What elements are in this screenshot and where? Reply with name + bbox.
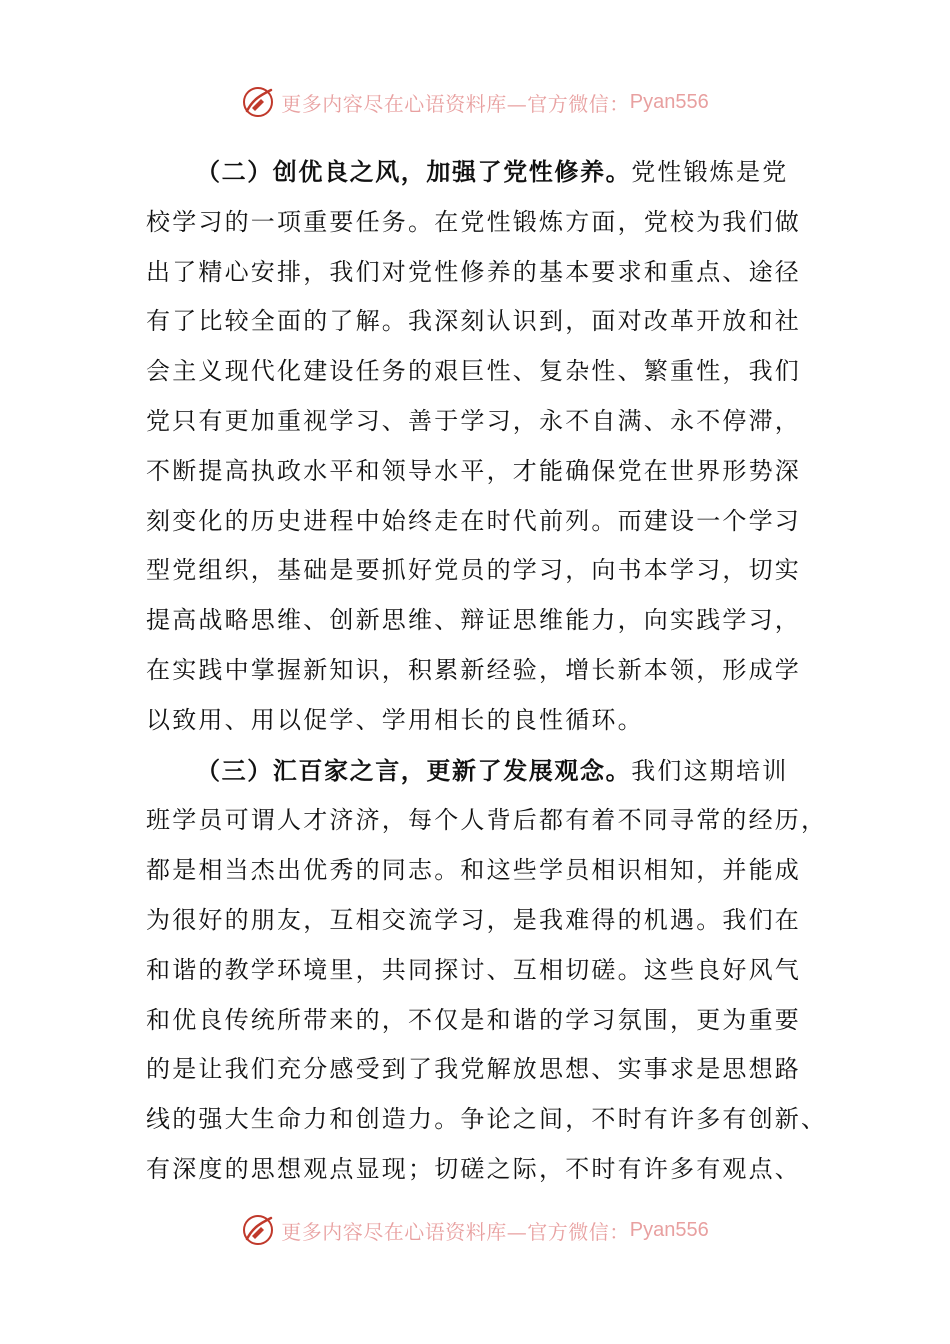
pen-swoosh-logo-icon bbox=[241, 1213, 275, 1247]
section-heading: （三）汇百家之言，更新了发展观念。 bbox=[196, 755, 632, 785]
text-line: 为很好的朋友，互相交流学习，是我难得的机遇。我们在 bbox=[146, 905, 801, 934]
text-line: 会主义现代化建设任务的艰巨性、复杂性、繁重性，我们 bbox=[146, 357, 801, 386]
text-line: 型党组织，基础是要抓好党员的学习，向书本学习，切实 bbox=[146, 556, 801, 585]
text-line: 和谐的教学环境里，共同探讨、互相切磋。这些良好风气 bbox=[146, 955, 801, 984]
watermark-handle: Pyan556 bbox=[629, 90, 709, 113]
footer-watermark-banner bbox=[0, 1210, 950, 1250]
text-line: 提高战略思维、创新思维、辩证思维能力，向实践学习， bbox=[146, 606, 801, 635]
text-line: 在实践中掌握新知识，积累新经验，增长新本领，形成学 bbox=[146, 655, 801, 684]
text-line: 不断提高执政水平和领导水平，才能确保党在世界形势深 bbox=[146, 456, 801, 485]
paragraph-section-2 bbox=[146, 147, 810, 746]
paragraph-section-3 bbox=[146, 746, 828, 1195]
text-line: 以致用、用以促学、学用相长的良性循环。 bbox=[146, 705, 644, 734]
text-line: 的是让我们充分感受到了我党解放思想、实事求是思想路 bbox=[146, 1055, 801, 1084]
watermark-text: 更多内容尽在心语资料库—官方微信： bbox=[281, 91, 630, 116]
header-watermark-banner bbox=[0, 82, 950, 122]
text-line: 班学员可谓人才济济，每个人背后都有着不同寻常的经历， bbox=[146, 806, 828, 835]
text-line: 线的强大生命力和创造力。争论之间，不时有许多有创新、 bbox=[146, 1105, 828, 1134]
document-body bbox=[146, 147, 828, 1195]
text-line: 有了比较全面的了解。我深刻认识到，面对改革开放和社 bbox=[146, 307, 801, 336]
paragraph-first-line bbox=[146, 746, 810, 797]
text-line: 党性锻炼是党 bbox=[631, 158, 789, 186]
text-line: 校学习的一项重要任务。在党性锻炼方面，党校为我们做 bbox=[146, 207, 801, 236]
text-line: 和优良传统所带来的，不仅是和谐的学习氛围，更为重要 bbox=[146, 1005, 801, 1034]
watermark-handle: Pyan556 bbox=[629, 1218, 709, 1241]
text-line: 都是相当杰出优秀的同志。和这些学员相识相知，并能成 bbox=[146, 856, 801, 885]
pen-swoosh-logo-icon bbox=[241, 85, 275, 119]
text-line: 我们这期培训 bbox=[631, 756, 789, 785]
text-line: 刻变化的历史进程中始终走在时代前列。而建设一个学习 bbox=[146, 506, 801, 535]
text-line: 有深度的思想观点显现；切磋之际，不时有许多有观点、 bbox=[146, 1154, 801, 1183]
text-line: 出了精心安排，我们对党性修养的基本要求和重点、途径 bbox=[146, 257, 801, 286]
section-heading: （二）创优良之风，加强了党性修养。 bbox=[196, 157, 632, 186]
paragraph-first-line bbox=[146, 147, 810, 198]
watermark-text: 更多内容尽在心语资料库—官方微信： bbox=[281, 1219, 630, 1244]
text-line: 党只有更加重视学习、善于学习，永不自满、永不停滞， bbox=[146, 406, 801, 435]
